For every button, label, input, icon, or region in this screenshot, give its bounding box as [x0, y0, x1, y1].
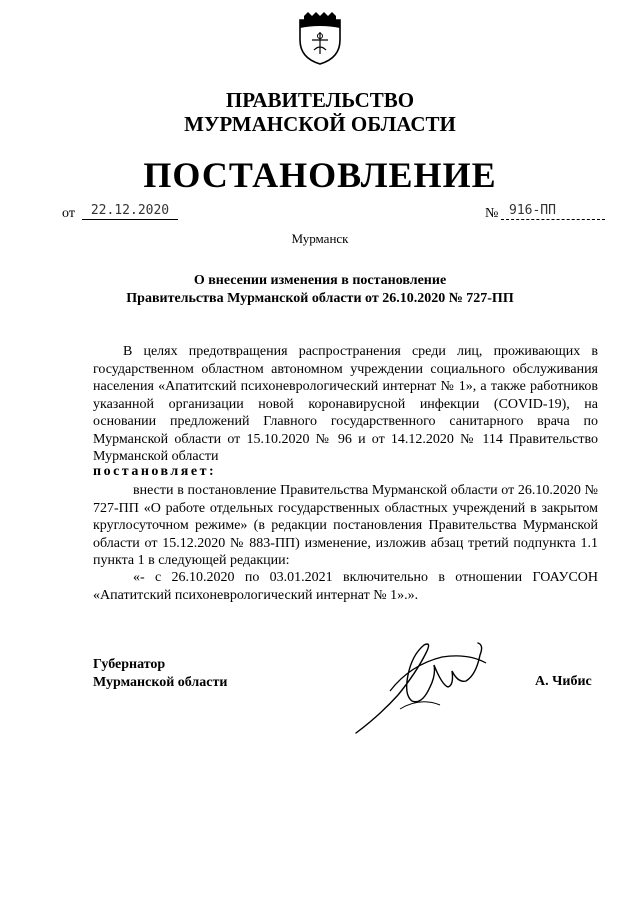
- signatory-position-line2: Мурманской области: [93, 675, 228, 690]
- organization-name-line2: МУРМАНСКОЙ ОБЛАСТИ: [184, 112, 456, 136]
- subject-line2: Правительства Мурманской области от 26.10.2020 № 727-ПП: [126, 291, 514, 306]
- number-prefix: №: [485, 206, 499, 221]
- date-prefix: от: [62, 206, 75, 221]
- organization-name-line1: ПРАВИТЕЛЬСТВО: [225, 88, 415, 112]
- new-wording-paragraph: «- с 26.10.2020 по 03.01.2021 включительно в отношении ГОАУСОН «Апатитский психоневрологический интернат № 1».».: [93, 570, 598, 603]
- signatory-name: А. Чибис: [535, 674, 592, 689]
- signatory-position: [93, 656, 227, 692]
- document-date: 22.12.2020: [82, 203, 178, 220]
- handwritten-signature: [350, 635, 500, 740]
- city-name: Мурманск: [291, 231, 349, 246]
- amendment-paragraph: внести в постановление Правительства Мурманской области от 26.10.2020 № 727-ПП «О работе отдельных государственных областных учреждений в закрытом круглосуточном режиме» (в редакции постановления Правительства Мурманской области от 15.12.2020 № 883-ПП) изменение, изложив абзац третий подпункта 1.1 пункта 1 в следующей редакции:: [93, 483, 598, 568]
- subject-line1: О внесении изменения в постановление: [193, 273, 447, 288]
- decree-word: постановляет:: [93, 464, 217, 479]
- preamble-paragraph: В целях предотвращения распространения среди лиц, проживающих в государственном областном автономном учреждении социального обслуживания населения «Апатитский психоневрологический интернат № 1», а также работников указанной организации новой коронавирусной инфекции (COVID-19), на основании предложений Главного государственного санитарного врача по Мурманской области от 15.10.2020 № 96 и от 14.12.2020 № 114 Правительство Мурманской области: [93, 344, 598, 464]
- coat-of-arms-icon: [296, 10, 344, 66]
- document-type: ПОСТАНОВЛЕНИЕ: [143, 155, 497, 195]
- document-number: 916-ПП: [501, 203, 605, 220]
- signatory-position-line1: Губернатор: [93, 657, 166, 672]
